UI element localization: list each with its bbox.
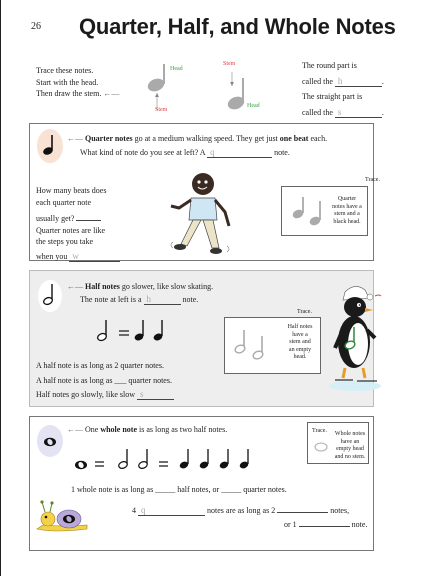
whole-trace-note[interactable]: [312, 440, 330, 454]
quarter-trace-description: Quarter notes have a stem and a black head.: [332, 196, 362, 225]
whole-statement-2: [132, 503, 349, 516]
whole-trace-box: [307, 422, 369, 464]
like-line-3: when you: [36, 251, 68, 261]
intro-line-3: Then draw the stem.: [36, 89, 102, 98]
parts-questions: The round part is called the h . The straight part is called the s .: [302, 58, 384, 120]
whole-answer-field-2[interactable]: [277, 503, 328, 513]
half-trace-notes[interactable]: [231, 326, 269, 366]
half-statement-1: A half note is as long as 2 quarter notes.: [36, 361, 164, 370]
walking-kid-illustration: [161, 168, 241, 260]
straight-line-1: The straight part is: [302, 92, 363, 101]
arrow-icon: ←—: [67, 425, 83, 434]
half-text-1: go slower, like slow skating.: [119, 282, 214, 291]
straight-line-2: called the: [302, 107, 333, 117]
quarter-trace-notes[interactable]: [288, 193, 324, 229]
beats-line-2: each quarter note: [36, 197, 92, 207]
whole-text-2: is as long as two half notes.: [137, 425, 228, 434]
quarter-beats-question: [36, 185, 120, 262]
half-question: [80, 294, 198, 305]
half-equals-two-quarters: [93, 316, 173, 346]
like-line-2: the steps you take: [36, 237, 94, 246]
one-beat-term: one beat: [279, 134, 309, 143]
quarter-question-suffix: note.: [274, 148, 290, 157]
quarter-note-badge: [35, 128, 65, 164]
quarter-text-1: go at a medium walking speed. They get just: [132, 134, 280, 143]
quarter-question: [80, 147, 290, 158]
whole-answer-field-3[interactable]: [299, 517, 350, 527]
whole-statement-3: [284, 517, 367, 530]
half-trace-description: Half notes have a stem and an empty head.: [287, 324, 313, 360]
half-question-text: The note at left is a: [80, 295, 142, 304]
whole-answer-field-1[interactable]: q: [138, 506, 205, 516]
snail-illustration: [35, 497, 91, 537]
like-answer-field[interactable]: w: [69, 252, 120, 262]
whole-note-term: whole note: [100, 425, 137, 434]
like-line-1: Quarter notes are like: [36, 225, 106, 235]
whole-line2-suffix: notes,: [330, 506, 350, 515]
whole-text-1: One: [85, 425, 101, 434]
half-statement-3: Half notes go slowly, like slow: [36, 390, 136, 399]
whole-trace-description: Whole notes have an empty head and no stem.: [334, 431, 366, 460]
beats-line-1: How many beats does: [36, 186, 107, 195]
half-note-badge: [37, 279, 63, 313]
half-notes-term: Half notes: [85, 282, 120, 291]
half-question-suffix: note.: [182, 295, 199, 304]
whole-line3-text: or 1: [284, 520, 297, 529]
intro-line-1: Trace these notes.: [36, 66, 94, 75]
quarter-notes-term: Quarter notes: [85, 134, 133, 143]
arrow-icon: ←—: [67, 134, 83, 143]
half-trace-box: [224, 317, 321, 374]
whole-statement-1: 1 whole note is as long as _____ half notes, or _____ quarter notes.: [71, 485, 287, 494]
whole-note-badge: [36, 424, 64, 458]
slow-answer-field[interactable]: s: [137, 390, 174, 400]
quarter-trace-label-outside: Trace.: [365, 177, 380, 183]
quarter-text-2: each.: [308, 134, 328, 143]
round-answer-field[interactable]: h: [335, 77, 382, 87]
quarter-question-text: What kind of note do you see at left? A: [80, 148, 206, 157]
intro-instructions: [36, 65, 119, 100]
skating-penguin-illustration: [327, 282, 383, 392]
half-statements: [36, 359, 174, 403]
arrow-icon: ←—: [103, 89, 120, 98]
quarter-trace-box: [281, 186, 368, 236]
whole-trace-label: Trace.: [312, 428, 327, 434]
label-head: Head: [170, 66, 183, 72]
label-stem: Stem: [155, 107, 168, 113]
quarter-answer-field[interactable]: q: [207, 148, 272, 158]
half-answer-field[interactable]: h: [144, 295, 181, 305]
whole-line2-text: notes are as long as 2: [207, 506, 276, 515]
half-statement-2: A half note is as long as ___ quarter notes.: [36, 375, 172, 385]
whole-note-equation: [71, 445, 271, 475]
whole-line2-number: 4: [132, 506, 136, 515]
label-stem-2: Stem: [223, 61, 236, 67]
straight-answer-field[interactable]: s: [335, 108, 382, 118]
whole-description: [67, 424, 227, 435]
page-number: 26: [31, 21, 41, 32]
beats-answer-field[interactable]: [76, 211, 101, 221]
half-description: [67, 281, 213, 292]
intro-line-2: Start with the head.: [36, 77, 99, 87]
beats-line-3: usually get?: [36, 214, 75, 223]
arrow-icon: ←—: [67, 282, 83, 291]
quarter-description: [67, 133, 367, 144]
round-line-1: The round part is: [302, 61, 357, 70]
whole-line3-suffix: note.: [351, 520, 368, 529]
label-head-2: Head: [247, 103, 260, 109]
page-title: Quarter, Half, and Whole Notes: [79, 14, 396, 39]
round-line-2: called the: [302, 76, 333, 86]
half-trace-label-outside: Trace.: [297, 309, 312, 315]
